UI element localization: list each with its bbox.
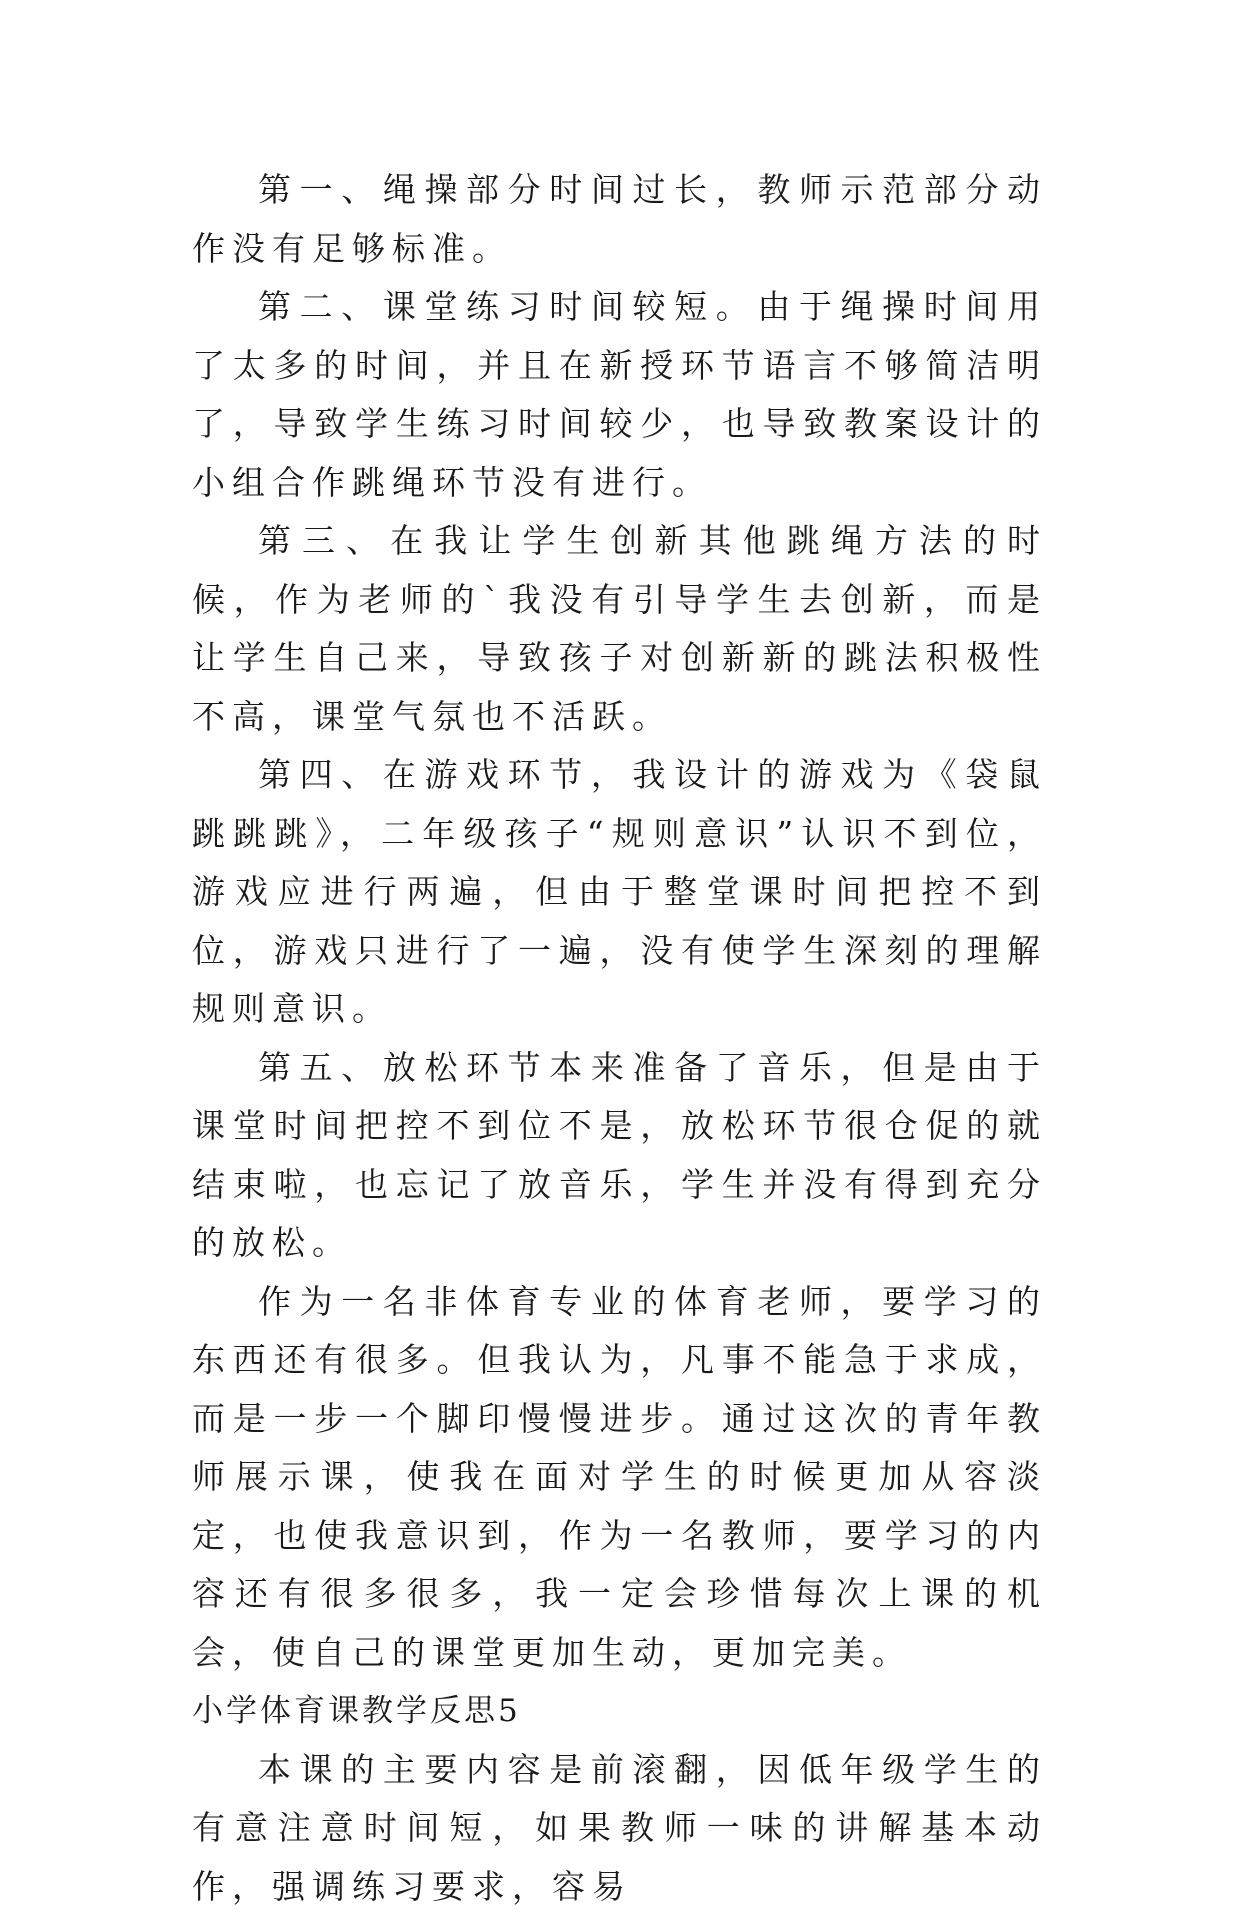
paragraph-3: 第三、在我让学生创新其他跳绳方法的时候，作为老师的`我没有引导学生去创新，而是让学生自己来，导致孩子对创新新的跳法积极性不高，课堂气氛也不活跃。 [192,512,1047,746]
section-title: 小学体育课教学反思5 [192,1682,1047,1741]
document-body [192,161,1047,1916]
section-paragraph-1: 本课的主要内容是前滚翻，因低年级学生的有意注意时间短，如果教师一味的讲解基本动作，强调练习要求，容易 [192,1741,1047,1916]
paragraph-1: 第一、绳操部分时间过长，教师示范部分动作没有足够标准。 [192,161,1047,278]
paragraph-6: 作为一名非体育专业的体育老师，要学习的东西还有很多。但我认为，凡事不能急于求成，而是一步一个脚印慢慢进步。通过这次的青年教师展示课，使我在面对学生的时候更加从容淡定，也使我意识到，作为一名教师，要学习的内容还有很多很多，我一定会珍惜每次上课的机会，使自己的课堂更加生动，更加完美。 [192,1273,1047,1683]
paragraph-2: 第二、课堂练习时间较短。由于绳操时间用了太多的时间，并且在新授环节语言不够简洁明了，导致学生练习时间较少，也导致教案设计的小组合作跳绳环节没有进行。 [192,278,1047,512]
paragraph-5: 第五、放松环节本来准备了音乐，但是由于课堂时间把控不到位不是，放松环节很仓促的就结束啦，也忘记了放音乐，学生并没有得到充分的放松。 [192,1039,1047,1273]
paragraph-4: 第四、在游戏环节，我设计的游戏为《袋鼠跳跳跳》，二年级孩子“规则意识”认识不到位，游戏应进行两遍，但由于整堂课时间把控不到位，游戏只进行了一遍，没有使学生深刻的理解规则意识。 [192,746,1047,1039]
